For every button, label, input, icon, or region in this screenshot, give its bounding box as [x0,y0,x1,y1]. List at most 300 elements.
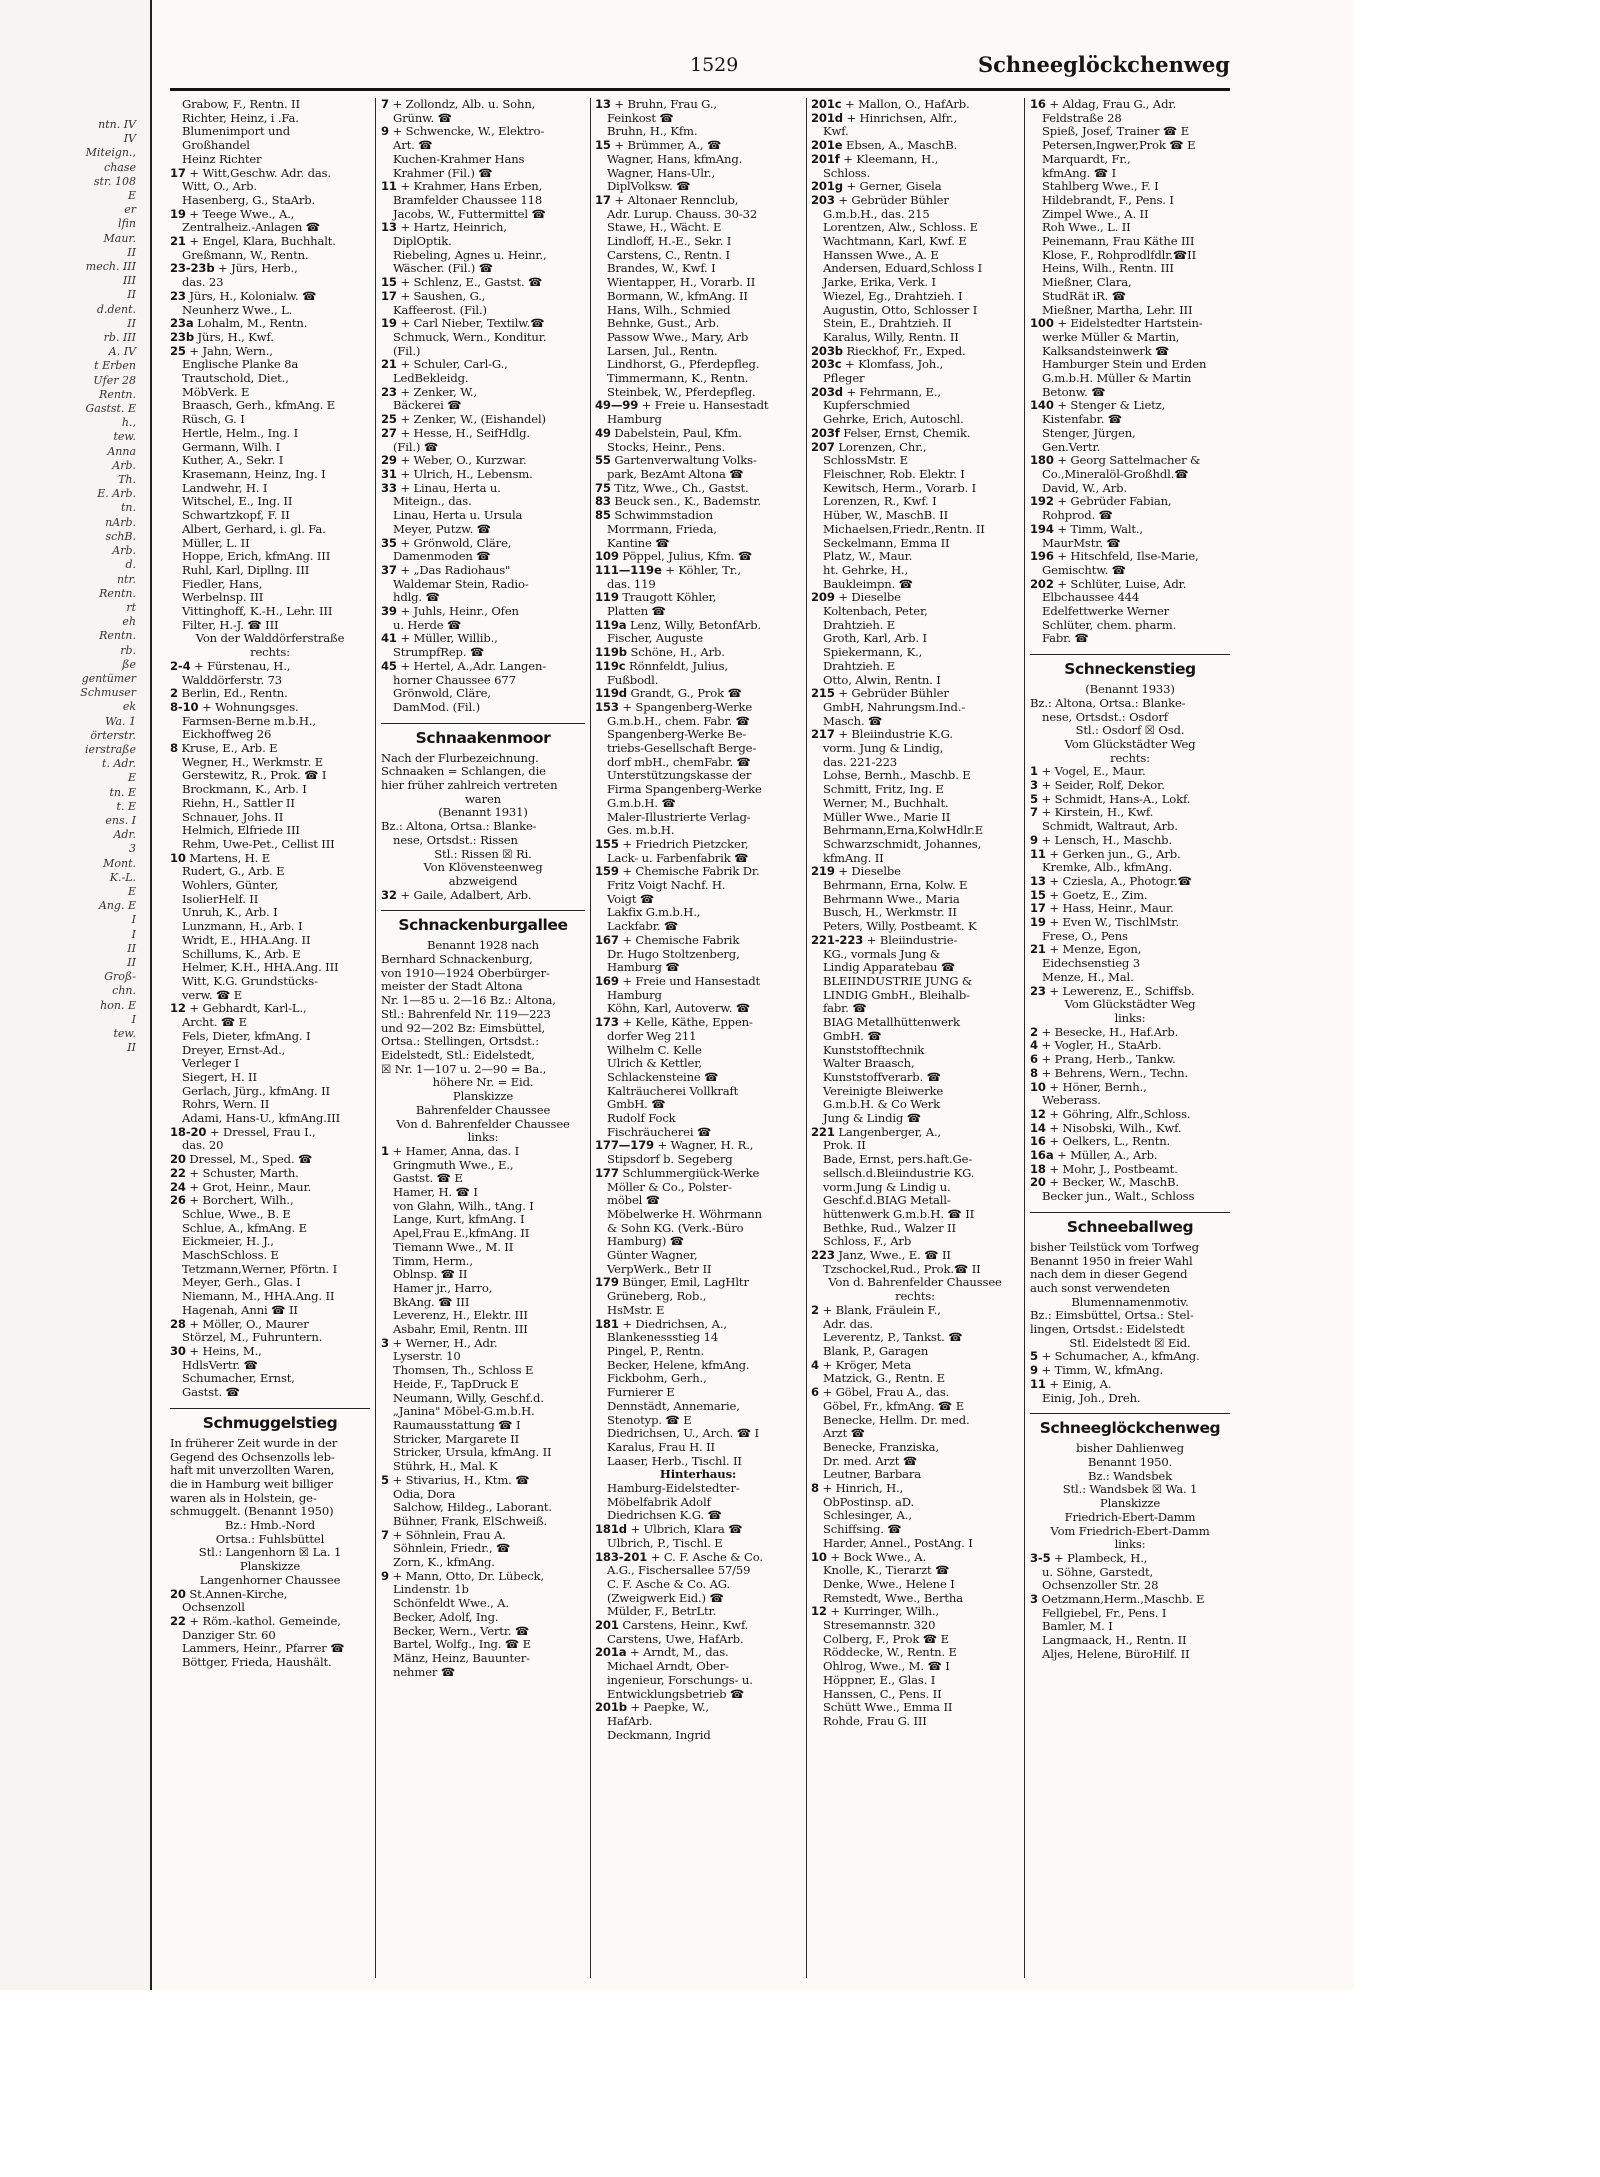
previous-page-fragment: gentümer [81,671,136,685]
directory-line [811,276,1019,290]
entry-text: + Köhler, Tr., [665,563,741,577]
entry-text: GmbH. ☎ [607,1098,666,1112]
directory-line [1030,221,1230,235]
house-entry [1030,550,1230,564]
house-number: 5 [1030,792,1038,806]
directory-line [595,1537,801,1551]
directory-line [170,591,370,605]
entry-text: Möller & Co., Polster- [607,1180,732,1194]
entry-text: Planskizze [452,1090,514,1104]
entry-text: Pfleger [823,372,865,386]
entry-text: Betonw. ☎ [1042,385,1106,399]
entry-text: Ulrich & Kettler, [607,1057,702,1071]
house-entry [811,427,1019,441]
house-entry [381,413,585,427]
house-number: 203 [811,193,835,207]
directory-line [1030,752,1230,766]
directory-line [1030,1309,1230,1323]
previous-page-fragment: Maur. [103,231,136,245]
directory-line [381,701,585,715]
entry-text: fabr. ☎ [823,1002,867,1016]
directory-line [595,1249,801,1263]
entry-text: dorf mbH., chemFabr. ☎ [607,755,751,769]
directory-line [595,1057,801,1071]
entry-text: Beuck sen., K., Bademstr. [614,495,762,509]
directory-line [1030,427,1230,441]
entry-text: Carstens, Heinr., Kwf. [622,1619,749,1633]
entry-text: Feldstraße 28 [1042,111,1122,125]
house-number: 17 [595,193,611,207]
directory-line [1030,167,1230,181]
previous-page-fragment: Th. [118,473,136,487]
entry-text: + Gerken jun., G., Arb. [1049,847,1181,861]
house-number: 16 [1030,1135,1046,1149]
entry-text: + Fürstenau, H., [194,659,291,673]
entry-text: vorm. Jung & Lindig, [823,742,944,756]
street-heading: Schnackenburgallee [381,910,585,935]
entry-text: G.m.b.H. ☎ [607,796,676,810]
entry-text: Kistenfabr. ☎ [1042,413,1123,427]
directory-line [811,1468,1019,1482]
house-entry [595,838,801,852]
directory-line [381,194,585,208]
directory-line [811,1345,1019,1359]
directory-line [381,861,585,875]
directory-line [381,399,585,413]
directory-line [811,221,1019,235]
entry-text: Braasch, Gerh., kfmAng. E [182,399,336,413]
entry-text: + Hamer, Anna, das. I [392,1144,520,1158]
directory-line [595,605,801,619]
entry-text: + Zenker, W., [400,385,478,399]
street-heading: Schneckenstieg [1030,654,1230,679]
house-entry [381,386,585,400]
house-number: 12 [1030,1107,1046,1121]
directory-line [170,1208,370,1222]
entry-text: Fickbohm, Gerh., [607,1372,707,1386]
directory-line [811,619,1019,633]
directory-line [381,1501,585,1515]
previous-page-fragment: E [127,771,136,785]
house-number: 155 [595,837,619,851]
house-number: 201f [811,152,840,166]
entry-text: + Hertel, A.,Adr. Langen- [400,659,547,673]
entry-text: Meyer, Gerh., Glas. I [182,1276,301,1290]
entry-text: Grünw. ☎ [393,111,452,125]
entry-text: Hamburger Stein und Erden [1042,358,1207,372]
house-number: 11 [1030,1377,1046,1391]
entry-text: Langenhorner Chaussee [199,1573,341,1587]
previous-page-fragment: I [131,927,136,941]
entry-text: Timmermann, K., Rentn. [607,372,749,386]
house-number: 169 [595,975,619,988]
entry-text: Planskizze [1099,1497,1161,1511]
entry-text: Lorentzen, Alw., Schloss. E [823,221,978,235]
house-entry [811,1482,1019,1496]
directory-line [595,331,801,345]
entry-text: SchlossMstr. E [823,454,908,468]
directory-line [381,235,585,249]
directory-line [1030,1255,1230,1269]
entry-text: Gerlach, Jürg., kfmAng. II [182,1084,330,1098]
entry-text: Englische Planke 8a [182,358,299,372]
directory-line [170,632,370,646]
previous-page-fragment: E. Arb. [97,487,136,501]
house-entry [595,591,801,605]
entry-text: Colberg, F., Prok ☎ E [823,1632,949,1646]
entry-text: + Hinrich, H., [822,1482,904,1496]
entry-text: + Vogel, E., Maur. [1041,765,1146,779]
house-entry [811,687,1019,701]
directory-line [381,1186,585,1200]
directory-line [811,948,1019,962]
directory-line [811,783,1019,797]
entry-text: Brandes, W., Kwf. I [607,262,716,276]
house-number: 6 [1030,1053,1038,1067]
directory-line [381,1652,585,1666]
directory-line [811,1085,1019,1099]
directory-line [595,1414,801,1428]
house-entry [811,1386,1019,1400]
entry-text: DiplVolksw. ☎ [607,180,691,194]
house-entry [595,1701,801,1715]
house-number: 203f [811,426,840,440]
entry-text: Planskizze [239,1560,301,1574]
entry-text: + Röm.-kathol. Gemeinde, [189,1614,341,1628]
directory-line [381,153,585,167]
entry-text: Stahlberg Wwe., F. I [1042,180,1159,194]
directory-line [170,948,370,962]
previous-page-fragment: I [131,913,136,927]
house-number: 16 [1030,98,1046,111]
directory-line [811,742,1019,756]
directory-line [595,715,801,729]
previous-page-fragment: ße [122,657,136,671]
house-number: 35 [381,536,397,550]
entry-text: Matzick, G., Rentn. E [823,1372,945,1386]
entry-text: Lyserstr. 10 [393,1350,461,1364]
entry-text: Bormann, W., kfmAng. II [607,289,748,303]
previous-page-fragment: Rentn. [99,387,136,401]
entry-text: + Wagner, H. R., [657,1139,754,1153]
entry-text: Pöppel, Julius, Kfm. ☎ [622,550,753,564]
directory-line [595,1345,801,1359]
house-number: 45 [381,659,397,673]
directory-line [170,824,370,838]
previous-page-fragment: II [127,955,136,969]
entry-text: + Jürs, Herb., [218,262,298,276]
house-number: 9 [1030,833,1038,847]
house-number: 181 [595,1317,619,1331]
directory-line [595,852,801,866]
house-entry [170,1318,370,1332]
house-entry [381,290,585,304]
entry-text: Kantine ☎ [607,536,670,550]
entry-text: Böttger, Frieda, Haushält. [182,1656,332,1670]
house-number: 109 [595,550,619,564]
directory-line [170,1629,370,1643]
entry-text: verw. ☎ E [182,988,243,1002]
entry-text: Kuchen-Krahmer Hans [393,152,525,166]
house-entry [1030,985,1230,999]
entry-text: + Schumacher, A., kfmAng. [1041,1350,1200,1364]
house-entry [1030,1364,1230,1378]
previous-page-fragment: II [127,316,136,330]
house-number: 119 [595,591,619,605]
entry-text: Schlue, Wwe., B. E [182,1207,291,1221]
entry-text: Gastst. ☎ [182,1386,240,1400]
previous-page-fragment: chase [104,160,136,174]
entry-text: Hamer jr., Harro, [393,1281,493,1295]
directory-line [595,1605,801,1619]
directory-line [1030,738,1230,752]
directory-line [811,1276,1019,1290]
directory-line [381,1090,585,1104]
entry-text: Wilhelm C. Kelle [607,1043,702,1057]
entry-text: + Blank, Fräulein F., [822,1303,941,1317]
entry-text: + Spangenberg-Werke [622,700,753,714]
entry-text: Witt, K.G. Grundstücks- [182,975,318,988]
entry-text: + Stenger & Lietz, [1057,399,1166,413]
entry-text: nehmer ☎ [393,1665,456,1679]
house-entry [1030,889,1230,903]
entry-text: Stenger, Jürgen, [1042,426,1136,440]
house-entry [595,975,801,989]
house-entry [170,1126,370,1140]
entry-text: C. F. Asche & Co. AG. [607,1577,731,1591]
entry-text: Thomsen, Th., Schloss E [393,1364,534,1378]
directory-line [170,413,370,427]
house-entry [170,290,370,304]
entry-text: Becker, Adolf, Ing. [393,1610,499,1624]
directory-line [381,1515,585,1529]
house-entry [595,1016,801,1030]
entry-text: Dr. med. Arzt ☎ [823,1454,918,1468]
directory-line [381,441,585,455]
directory-line [811,495,1019,509]
house-number: 23-23b [170,262,215,276]
directory-line [595,1290,801,1304]
directory-line [170,427,370,441]
house-entry [595,619,801,633]
directory-line [595,1386,801,1400]
entry-text: Bühner, Frank, ElSchweiß. [393,1514,548,1528]
house-number: 194 [1030,522,1054,536]
house-entry [811,98,1019,112]
entry-text: + Kröger, Meta [822,1358,912,1372]
entry-text: (Benannt 1931) [438,806,528,820]
entry-text: das. 221-223 [823,755,898,769]
entry-text: Schlüter, chem. pharm. [1042,618,1177,632]
house-number: 140 [1030,399,1054,413]
directory-line [595,1441,801,1455]
previous-page-fragment: chn. [112,984,136,998]
house-number: 83 [595,495,611,509]
entry-text: + Chemische Fabrik [622,933,740,947]
entry-text: park, BezAmt Altona ☎ [607,467,744,481]
house-entry [1030,765,1230,779]
entry-text: + Prang, Herb., Tankw. [1041,1053,1176,1067]
house-number: 13 [595,98,611,111]
directory-line [811,852,1019,866]
entry-text: Lammers, Heinr., Pfarrer ☎ [182,1642,345,1656]
entry-text: Titz, Wwe., Ch., Gastst. [614,481,749,495]
entry-text: Raumausstattung ☎ I [393,1418,521,1432]
house-number: 2-4 [170,659,191,673]
entry-text: Zorn, K., kfmAng. [393,1556,495,1570]
entry-text: Stührk, H., Mal. K [393,1460,498,1474]
house-entry [381,632,585,646]
entry-text: + Schmidt, Hans-A., Lokf. [1041,792,1191,806]
house-entry [595,399,801,413]
house-entry [595,98,801,112]
previous-page-fragment: II [127,1041,136,1055]
entry-text: Vom Glückstädter Weg [1064,737,1196,751]
directory-line [1030,1282,1230,1296]
entry-text: Ohlrog, Wwe., M. ☎ I [823,1660,950,1674]
directory-line [811,797,1019,811]
house-number: 181d [595,1523,627,1537]
entry-text: + Georg Sattelmacher & [1057,454,1201,468]
previous-page-fragment: er [124,203,136,217]
directory-line [381,331,585,345]
directory-line [170,1642,370,1656]
entry-text: + Engel, Klara, Buchhalt. [189,235,336,249]
previous-page-fragment: III [122,274,136,288]
entry-text: + Freie u. Hansestadt [641,399,769,413]
entry-text: Wegner, H., Werkmstr. E [182,755,324,769]
directory-line [381,939,585,953]
directory-line [1030,112,1230,126]
previous-page-fragment: t Erben [94,359,136,373]
entry-text: Spangenberg-Werke Be- [607,728,747,742]
entry-text: Ges. m.b.H. [607,824,675,838]
entry-text: + Timm, W., kfmAng. [1041,1364,1164,1378]
entry-text: haft mit unverzollten Waren, [170,1464,335,1478]
entry-text: Gartenverwaltung Volks- [614,454,757,468]
entry-text: Zentralheiz.-Anlagen ☎ [182,221,320,235]
entry-text: Augustin, Otto, Schlosser I [823,303,978,317]
entry-text: Lakfix G.m.b.H., [607,906,701,920]
directory-line [811,756,1019,770]
house-entry [1030,578,1230,592]
directory-line [1030,290,1230,304]
directory-line [1030,509,1230,523]
entry-text: Damenmoden ☎ [393,550,491,564]
entry-text: Behrmann Wwe., Maria [823,892,960,906]
entry-text: Kalksandsteinwerk ☎ [1042,344,1170,358]
entry-text: Entwicklungsbetrieb ☎ [607,1687,745,1701]
entry-text: Kuther, A., Sekr. I [182,454,284,468]
entry-text: Larsen, Jul., Rentn. [607,344,718,358]
entry-text: Feinkost ☎ [607,111,674,125]
entry-text: Wäscher. (Fil.) ☎ [393,262,493,276]
previous-page-fragment: örterstr. [90,728,136,742]
entry-text: Klose, F., Rohprodlfdlr.☎II [1042,248,1196,262]
house-number: 11 [1030,847,1046,861]
entry-text: + Kelle, Käthe, Eppen- [622,1016,753,1030]
house-entry [1030,1081,1230,1095]
directory-line [595,920,801,934]
house-number: 20 [1030,1176,1046,1190]
directory-line [170,619,370,633]
previous-page-fragment: h., [121,416,136,430]
entry-text: Stipsdorf b. Segeberg [607,1153,733,1167]
directory-line [1030,139,1230,153]
entry-text: triebs-Gesellschaft Berge- [607,742,757,756]
entry-text: Busch, H., Werkmstr. II [823,906,957,920]
directory-line [381,1063,585,1077]
entry-text: Schwarzschmidt, Johannes, [823,837,982,851]
house-number: 16a [1030,1149,1054,1163]
house-entry [1030,317,1230,331]
house-number: 19 [381,317,397,331]
directory-line [381,550,585,564]
entry-text: Stl.: Langenhorn ☒ La. 1 [198,1546,342,1560]
entry-text: vorm.Jung & Lindig u. [823,1180,951,1194]
entry-text: Trautschold, Diet., [182,372,289,386]
entry-text: Hoppe, Erich, kfmAng. III [182,550,331,564]
entry-text: Fabr. ☎ [1042,632,1089,646]
house-entry [1030,1163,1230,1177]
entry-text: Jung & Lindig ☎ [823,1112,921,1126]
house-number: 111—119e [595,563,662,577]
entry-text: hdlg. ☎ [393,591,440,605]
house-entry [811,728,1019,742]
house-entry [381,180,585,194]
entry-text: + Paepke, W., [630,1701,709,1715]
house-entry [595,550,801,564]
directory-line [1030,724,1230,738]
house-entry [595,1551,801,1565]
entry-text: Bartel, Wolfg., Ing. ☎ E [393,1638,531,1652]
directory-line [595,1359,801,1373]
house-entry [381,564,585,578]
directory-line [595,1455,801,1469]
directory-line [170,838,370,852]
directory-columns [170,98,1230,1978]
entry-text: Karalus, Frau H. II [607,1440,715,1454]
directory-line [170,1112,370,1126]
house-number: 32 [381,888,397,902]
previous-page-fragment: ntn. IV [98,118,136,131]
directory-line [1030,1337,1230,1351]
column-rule [1024,98,1025,1978]
directory-line [811,482,1019,496]
entry-text: lingen, Ortsdst.: Eidelstedt [1030,1323,1185,1337]
directory-line [595,1592,801,1606]
house-entry [170,1194,370,1208]
directory-line [170,1331,370,1345]
directory-line [811,564,1019,578]
entry-text: Odia, Dora [393,1487,456,1501]
directory-line [595,262,801,276]
directory-line [811,167,1019,181]
entry-text: Behrmann,Erna,KolwHdlr.E [823,824,984,838]
entry-text: + Müller, Willib., [400,632,498,646]
entry-text: ObPostinsp. aD. [823,1495,914,1509]
directory-line [170,1478,370,1492]
entry-text: (Fil.) ☎ [393,440,439,454]
house-entry [381,537,585,551]
previous-page-fragment: tew. [113,430,136,444]
house-entry [811,180,1019,194]
directory-line [170,1601,370,1615]
directory-line [170,564,370,578]
entry-text: Fels, Dieter, kfmAng. I [182,1029,311,1043]
house-number: 3 [381,1336,389,1350]
directory-line [811,1139,1019,1153]
